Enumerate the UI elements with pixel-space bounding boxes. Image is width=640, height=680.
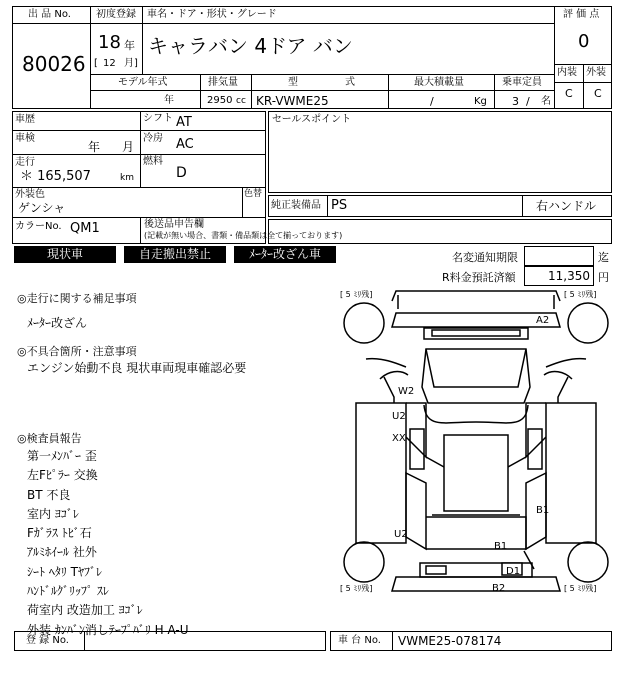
mark-u2-top: U2 [392, 411, 406, 422]
drive-value: 右ハンドル [536, 199, 597, 213]
lot-label: 出 品 No. [28, 9, 71, 20]
name-change-value-box [524, 246, 594, 266]
docs-label: 後送品申告欄 [144, 219, 204, 230]
year-unit: 年 [124, 39, 135, 52]
inspection-year: 年 [88, 140, 101, 154]
inspection-label: 車検 [15, 133, 35, 144]
list-item: 荷室内 改造加工 ﾖｺﾞﾚ [27, 603, 143, 618]
tire-depth-rr: [ 5 ﾐﾘ残] [564, 584, 597, 593]
model-year-label: モデル年式 [118, 77, 168, 88]
tire-front-right [568, 303, 608, 343]
ac-label: 冷房 [143, 133, 163, 144]
capacity-unit: 名 [541, 96, 551, 107]
car-name: キャラバン 4ドア バン [148, 34, 353, 58]
exterior-grade: C [594, 87, 602, 100]
blank-box [268, 219, 612, 244]
defect-notes-text: エンジン始動不良 現状車両現車確認必要 [27, 361, 247, 375]
inspector-report-title: ◎検査員報告 [17, 432, 82, 445]
list-item: 外装 ｶﾝﾊﾞﾝ消しﾃｰﾌﾟﾊﾞﾘ H A-U [27, 622, 189, 637]
recycle-label: R料金預託済額 [442, 271, 516, 284]
right-side-panel [546, 403, 596, 543]
name-change-label: 名変通知期限 [452, 251, 518, 264]
inspector-report-list [27, 447, 189, 640]
color-label: 外装色 [15, 189, 45, 200]
list-item: ｱﾙﾐﾎｲｰﾙ 社外 [27, 545, 97, 560]
mark-b2: B2 [492, 583, 506, 594]
list-item: 左Fﾋﾟﾗｰ 交換 [27, 468, 98, 483]
mark-b1-right: B1 [536, 505, 550, 516]
shift-value: AT [176, 115, 192, 130]
rear-deck [426, 517, 526, 549]
tire-front-left [344, 303, 384, 343]
first-reg-label: 初度登録 [96, 9, 136, 20]
month-close: 月] [124, 58, 138, 69]
type-label-2: 式 [345, 77, 355, 88]
chassis-label: 車 台 No. [338, 635, 381, 646]
hood-outline [392, 291, 560, 301]
list-item: ﾊﾝﾄﾞﾙｸﾞﾘｯﾌﾟ ｽﾚ [27, 584, 109, 599]
tire-depth-fl: [ 5 ﾐﾘ残] [340, 290, 373, 299]
exterior-label: 外装 [586, 67, 606, 78]
rear-bumper [392, 577, 560, 591]
tire-depth-rl: [ 5 ﾐﾘ残] [340, 584, 373, 593]
mark-a2: A2 [536, 315, 550, 326]
recycle-value: 11,350 [548, 269, 590, 283]
max-load-unit: Kg [474, 96, 487, 107]
driving-notes-text: ﾒｰﾀｰ改ざん [27, 316, 88, 330]
color-no-value: QM1 [70, 221, 100, 236]
no-self-drive-badge: 自走搬出禁止 [124, 246, 226, 263]
list-item: 室内 ﾖｺﾞﾚ [27, 506, 79, 521]
max-load-label: 最大積載量 [414, 77, 464, 88]
capacity-label: 乗車定員 [502, 77, 542, 88]
roof-panel [444, 435, 508, 511]
equipment-label: 純正装備品 [271, 200, 321, 211]
mark-w2: W2 [398, 386, 415, 397]
registration-label: 登 録 No. [26, 635, 69, 646]
mark-u2-bottom: U2 [394, 529, 408, 540]
grade-label: 評 価 点 [563, 9, 600, 20]
interior-grade: C [565, 87, 573, 100]
front-bumper [392, 313, 560, 327]
model-year-unit: 年 [164, 95, 174, 106]
mileage-label: 走行 [15, 157, 35, 168]
capacity-sep: / [526, 95, 530, 108]
left-side-panel [356, 403, 406, 543]
mark-d1: D1 [506, 566, 521, 577]
mark-xx: XX [392, 433, 406, 444]
as-is-badge: 現状車 [14, 246, 116, 263]
type-label: 型 [288, 77, 298, 88]
car-name-label: 車名・ドア・形状・グレード [147, 9, 277, 20]
tire-rear-left [344, 542, 384, 582]
driving-notes-title: ◎走行に関する補足事項 [17, 292, 137, 305]
meter-tampered-badge: ﾒｰﾀｰ改ざん車 [234, 246, 336, 263]
month-open: [ [94, 58, 98, 69]
fuel-value: D [176, 165, 187, 181]
displacement-unit: cc [236, 96, 246, 106]
recycle-unit: 円 [598, 271, 609, 284]
displacement-label: 排気量 [208, 77, 238, 88]
name-change-unit: 迄 [598, 251, 609, 264]
first-reg-month: 12 [103, 58, 116, 69]
roof-outline [424, 405, 528, 423]
type-value: KR-VWME25 [256, 94, 329, 108]
cab-outline [422, 349, 530, 403]
first-reg-year: 18 [98, 32, 121, 53]
chassis-number: VWME25-078174 [398, 634, 502, 648]
list-item: ｼｰﾄ ﾍﾀﾘ Tﾔﾌﾞﾚ [27, 564, 102, 579]
mileage-value: ＊ 165,507 [20, 169, 91, 184]
defect-notes-title: ◎不具合箇所・注意事項 [17, 345, 137, 358]
color-no-label: カラーNo. [15, 221, 62, 232]
shift-label: シフト [143, 113, 173, 124]
interior-label: 内装 [557, 67, 577, 78]
tire-depth-fr: [ 5 ﾐﾘ残] [564, 290, 597, 299]
sales-point-label: セールスポイント [272, 114, 352, 125]
lot-number: 80026 [22, 52, 86, 76]
mark-b1-bottom: B1 [494, 541, 508, 552]
car-damage-diagram [336, 287, 616, 627]
capacity-value: 3 [512, 95, 519, 108]
docs-note: (記載が無い場合、書類・備品類は全て揃っております) [144, 231, 343, 240]
displacement-value: 2950 [207, 95, 233, 106]
color-value: ゲンシャ [18, 201, 66, 215]
list-item: BT 不良 [27, 487, 71, 502]
grade-value: 0 [578, 31, 590, 52]
inspection-month: 月 [122, 140, 135, 154]
history-label: 車歴 [15, 114, 35, 125]
tire-rear-right [568, 542, 608, 582]
mileage-unit: km [120, 173, 134, 183]
fuel-label: 燃料 [143, 156, 163, 167]
color-change-label: 色替 [244, 189, 263, 199]
list-item: 第一ﾒﾝﾊﾞｰ 歪 [27, 449, 97, 463]
list-item: Fｶﾞﾗｽ ﾄﾋﾞ石 [27, 526, 92, 541]
equipment-value: PS [331, 198, 348, 213]
max-load-value: / [430, 95, 434, 108]
ac-value: AC [176, 137, 194, 152]
